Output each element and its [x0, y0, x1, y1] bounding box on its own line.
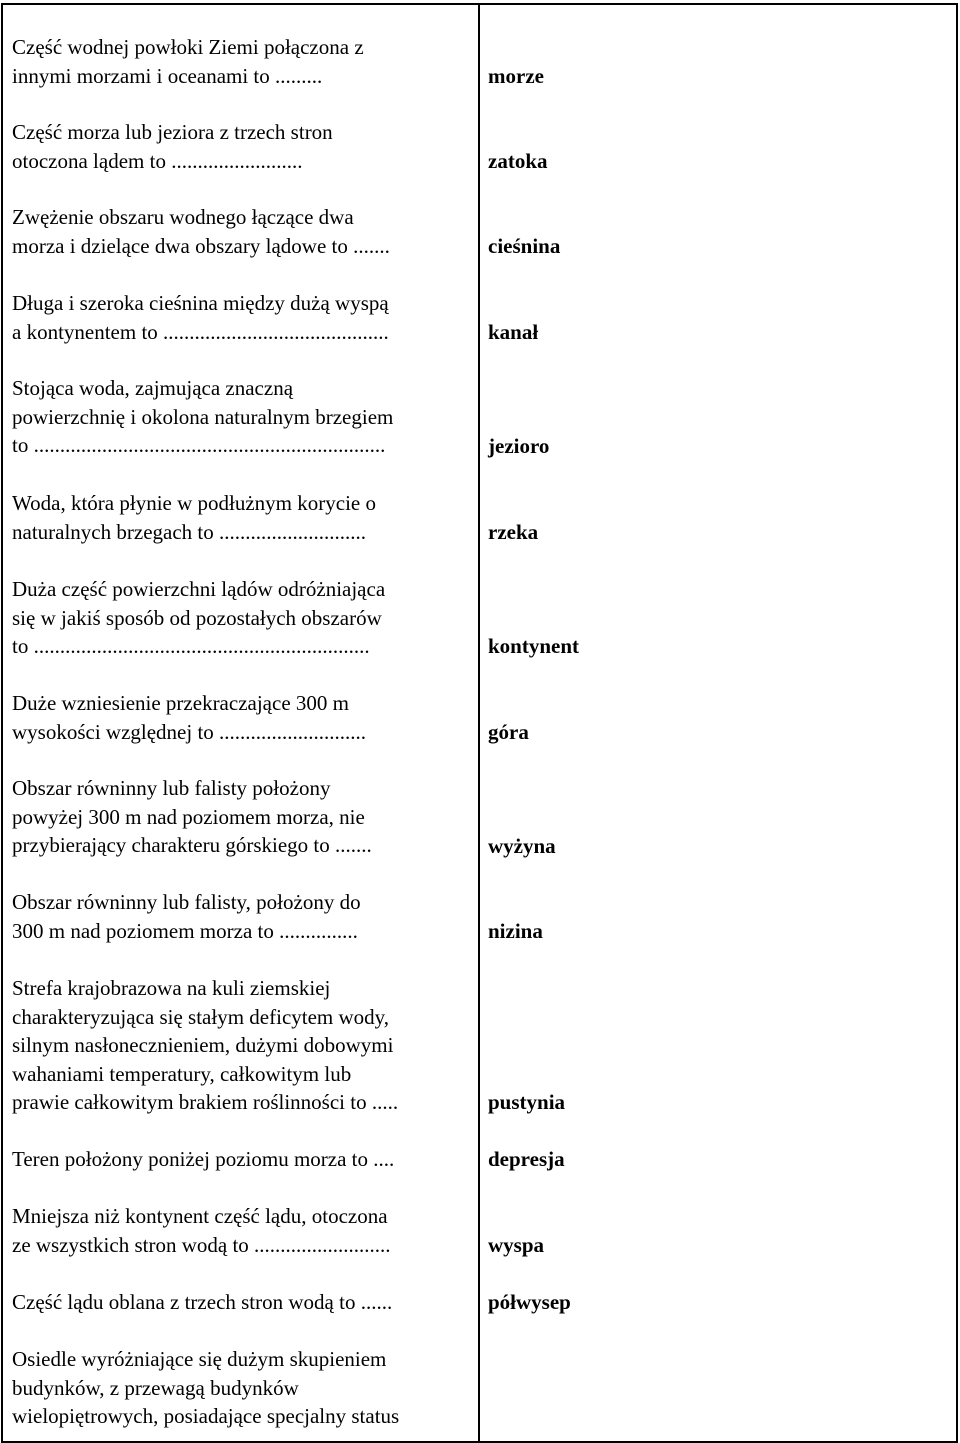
answer-3: cieśnina — [488, 234, 561, 258]
definition-13: Mniejsza niż kontynent część lądu, otoczona ze wszystkich stron wodą to .......................... — [12, 1204, 391, 1257]
answer-2: zatoka — [488, 149, 548, 173]
definition-3: Zwężenie obszaru wodnego łączące dwa morza i dzielące dwa obszary lądowe to ....... — [12, 205, 390, 258]
column-divider — [478, 3, 480, 1443]
definition-4: Długa i szeroka cieśnina między dużą wyspą a kontynentem to ........................................... — [12, 291, 389, 344]
answer-7: kontynent — [488, 634, 580, 658]
definition-9: Obszar równinny lub falisty położony powyżej 300 m nad poziomem morza, nie przybierający charakteru górskiego to ....... — [12, 776, 372, 857]
answer-5: jezioro — [488, 434, 550, 458]
answer-4: kanał — [488, 320, 539, 344]
answer-12: depresja — [488, 1147, 565, 1171]
definition-8: Duże wzniesienie przekraczające 300 m wysokości względnej to ............................ — [12, 691, 367, 744]
answer-6: rzeka — [488, 520, 539, 544]
definition-7: Duża część powierzchni lądów odróżniająca się w jakiś sposób od pozostałych obszarów to ................................................................ — [12, 577, 386, 658]
definition-1: Część wodnej powłoki Ziemi połączona z innymi morzami i oceanami to ......... — [12, 35, 364, 88]
answer-8: góra — [488, 720, 529, 744]
definition-6: Woda, która płynie w podłużnym korycie o naturalnych brzegach to ............................ — [12, 491, 376, 544]
answer-9: wyżyna — [488, 834, 556, 858]
answer-14: półwysep — [488, 1290, 571, 1314]
definition-14: Część lądu oblana z trzech stron wodą to ...... — [12, 1290, 393, 1314]
answer-13: wyspa — [488, 1233, 545, 1257]
definition-12: Teren położony poniżej poziomu morza to .... — [12, 1147, 395, 1171]
definition-2: Część morza lub jeziora z trzech stron otoczona lądem to ......................... — [12, 120, 333, 173]
answer-10: nizina — [488, 919, 543, 943]
definition-5: Stojąca woda, zajmująca znaczną powierzchnię i okolona naturalnym brzegiem to ................................................................... — [12, 376, 394, 457]
answer-11: pustynia — [488, 1090, 566, 1114]
definition-11: Strefa krajobrazowa na kuli ziemskiej charakteryzująca się stałym deficytem wody, silnym nasłonecznieniem, dużymi dobowymi wahaniami temperatury, całkowitym lub prawie całkowitym brakiem roślinności to ..... — [12, 976, 399, 1114]
answer-1: morze — [488, 64, 544, 88]
definition-10: Obszar równinny lub falisty, położony do 300 m nad poziomem morza to ............... — [12, 890, 361, 943]
definition-15: Osiedle wyróżniające się dużym skupieniem budynków, z przewagą budynków wielopiętrowych, posiadające specjalny status — [12, 1347, 400, 1428]
